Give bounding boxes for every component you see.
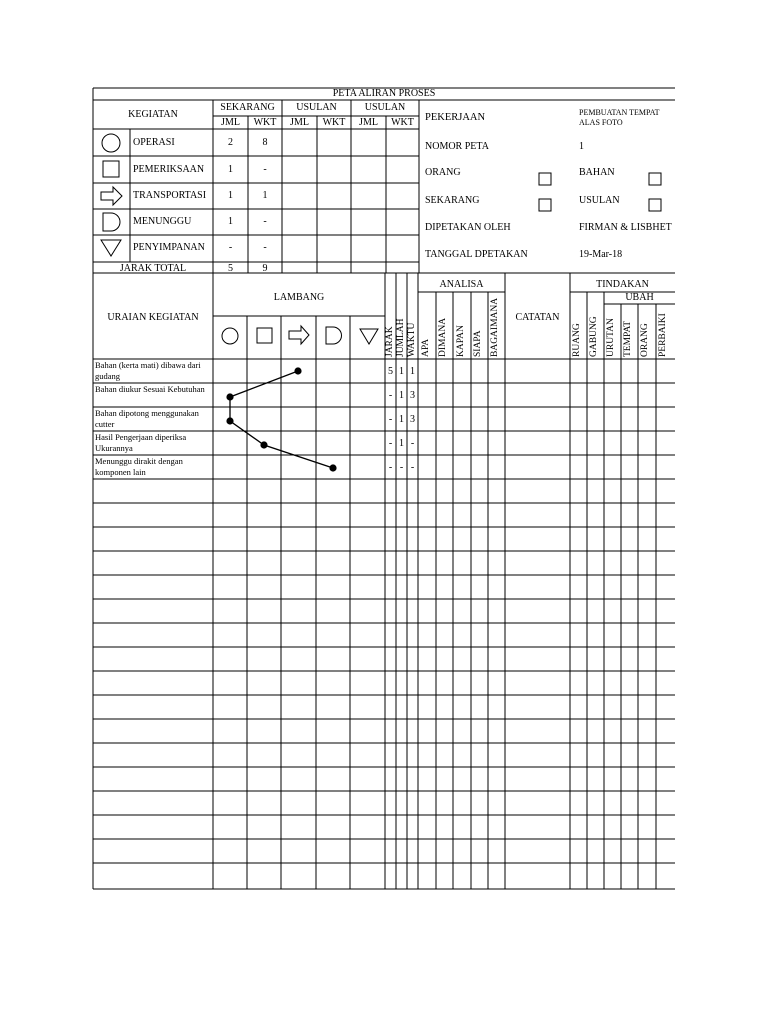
jarak-total-label: JARAK TOTAL (119, 263, 187, 274)
pemeriksaan-jml: 1 (228, 164, 233, 175)
penyimpanan-wkt: - (263, 242, 267, 253)
usulan-label: USULAN (579, 195, 620, 206)
tindakan-urutan: URUTAN (606, 318, 616, 357)
subhead-wkt-2: WKT (322, 117, 346, 128)
tindakan-header: TINDAKAN (596, 279, 649, 290)
analisa-apa: APA (421, 338, 431, 357)
triangle-down-icon (101, 240, 121, 256)
step-1-desc: Bahan (kerta mati) dibawa dari gudang (95, 360, 201, 381)
jarak-total-wkt: 9 (262, 263, 268, 274)
subhead-wkt-3: WKT (391, 117, 414, 128)
nomor-peta-label: NOMOR PETA (425, 141, 489, 152)
circle-icon (102, 134, 120, 152)
menunggu-jml: 1 (228, 216, 233, 227)
tindakan-orang: ORANG (640, 323, 650, 357)
analisa-siapa: SIAPA (473, 330, 483, 357)
step-5-jumlah: - (399, 462, 404, 473)
analisa-bagaimana: BAGAIMANA (490, 297, 500, 357)
flow-point-5 (329, 464, 336, 471)
row-label-transportasi: TRANSPORTASI (133, 190, 207, 201)
transportasi-jml: 1 (228, 190, 233, 201)
lambang-circle-icon (222, 328, 238, 344)
lambang-header: LAMBANG (273, 292, 325, 303)
subhead-jml-2: JML (290, 117, 309, 128)
bahan-checkbox[interactable] (649, 173, 661, 185)
step-3-jarak: - (388, 414, 393, 425)
step-3-desc: Bahan dipotong menggunakan cutter (95, 408, 199, 429)
nomor-peta-value: 1 (579, 141, 584, 152)
step-1-waktu: 1 (410, 366, 415, 377)
step-4-jumlah: 1 (399, 438, 404, 449)
step-3-waktu: 3 (410, 414, 415, 425)
step-5-jarak: - (388, 462, 393, 473)
square-icon (103, 161, 119, 177)
d-shape-icon (103, 213, 120, 231)
step-2-waktu: 3 (410, 390, 415, 401)
analisa-kapan: KAPAN (456, 325, 466, 357)
group-usulan-1: USULAN (296, 102, 337, 113)
jumlah-col-header: JUMLAH (396, 318, 406, 357)
tindakan-tempat: TEMPAT (623, 320, 633, 357)
step-2-jarak: - (388, 390, 393, 401)
waktu-col-header: WAKTU (407, 322, 417, 357)
analisa-header: ANALISA (439, 279, 484, 290)
transportasi-wkt: 1 (262, 190, 268, 201)
dipetakan-oleh-value: FIRMAN & LISBHET (579, 222, 672, 233)
sekarang-checkbox[interactable] (539, 199, 551, 211)
sekarang-label: SEKARANG (425, 195, 480, 206)
operasi-jml: 2 (228, 137, 233, 148)
orang-checkbox[interactable] (539, 173, 551, 185)
row-label-pemeriksaan: PEMERIKSAAN (133, 164, 205, 175)
step-3-jumlah: 1 (399, 414, 404, 425)
pemeriksaan-wkt: - (263, 164, 267, 175)
penyimpanan-jml: - (228, 242, 233, 253)
tindakan-perbaiki: PERBAIKI (658, 313, 668, 357)
step-1-jarak: 5 (388, 366, 393, 377)
step-5-waktu: - (410, 462, 415, 473)
jarak-col-header: JARAK (385, 326, 395, 357)
subhead-wkt-1: WKT (253, 117, 277, 128)
lambang-d-shape-icon (326, 327, 342, 344)
flow-point-1 (294, 367, 301, 374)
chart-title: PETA ALIRAN PROSES (332, 88, 436, 99)
dipetakan-oleh-label: DIPETAKAN OLEH (425, 222, 511, 233)
subhead-jml-3: JML (359, 117, 378, 128)
bahan-label: BAHAN (579, 167, 615, 178)
flow-point-3 (226, 417, 233, 424)
subhead-jml-1: JML (221, 117, 240, 128)
row-label-operasi: OPERASI (133, 137, 175, 148)
jarak-total-jml: 5 (228, 263, 233, 274)
catatan-header: CATATAN (515, 312, 560, 323)
step-4-jarak: - (388, 438, 393, 449)
arrow-right-icon (101, 187, 122, 205)
usulan-checkbox[interactable] (649, 199, 661, 211)
operasi-wkt: 8 (262, 137, 268, 148)
pekerjaan-label: PEKERJAAN (425, 112, 486, 123)
ubah-header: UBAH (625, 292, 654, 303)
row-label-menunggu: MENUNGGU (133, 216, 192, 227)
tanggal-value: 19-Mar-18 (579, 249, 623, 260)
step-2-jumlah: 1 (399, 390, 404, 401)
lambang-square-icon (257, 328, 272, 343)
menunggu-wkt: - (263, 216, 267, 227)
orang-label: ORANG (425, 167, 461, 178)
pekerjaan-value-line1: PEMBUATAN TEMPAT (579, 108, 660, 117)
group-usulan-2: USULAN (364, 102, 406, 113)
step-4-desc: Hasil Pengerjaan diperiksa Ukurannya (95, 432, 187, 453)
group-sekarang: SEKARANG (220, 102, 275, 113)
analisa-dimana: DIMANA (438, 317, 448, 357)
step-1-jumlah: 1 (399, 366, 404, 377)
row-label-penyimpanan: PENYIMPANAN (133, 242, 205, 253)
step-5-desc: Menunggu dirakit dengan komponen lain (95, 456, 183, 477)
tanggal-label: TANGGAL DPETAKAN (425, 249, 528, 260)
flow-point-2 (226, 393, 233, 400)
kegiatan-header: KEGIATAN (128, 109, 178, 120)
lambang-arrow-icon (289, 326, 309, 344)
lambang-triangle-icon (360, 329, 378, 344)
uraian-header: URAIAN KEGIATAN (107, 312, 199, 323)
step-4-waktu: - (410, 438, 415, 449)
step-2-desc: Bahan diukur Sesuai Kebutuhan (95, 384, 205, 394)
tindakan-gabung: GABUNG (589, 316, 599, 357)
pekerjaan-value-line2: ALAS FOTO (579, 118, 623, 127)
tindakan-ruang: RUANG (572, 323, 582, 357)
flow-point-4 (260, 441, 267, 448)
